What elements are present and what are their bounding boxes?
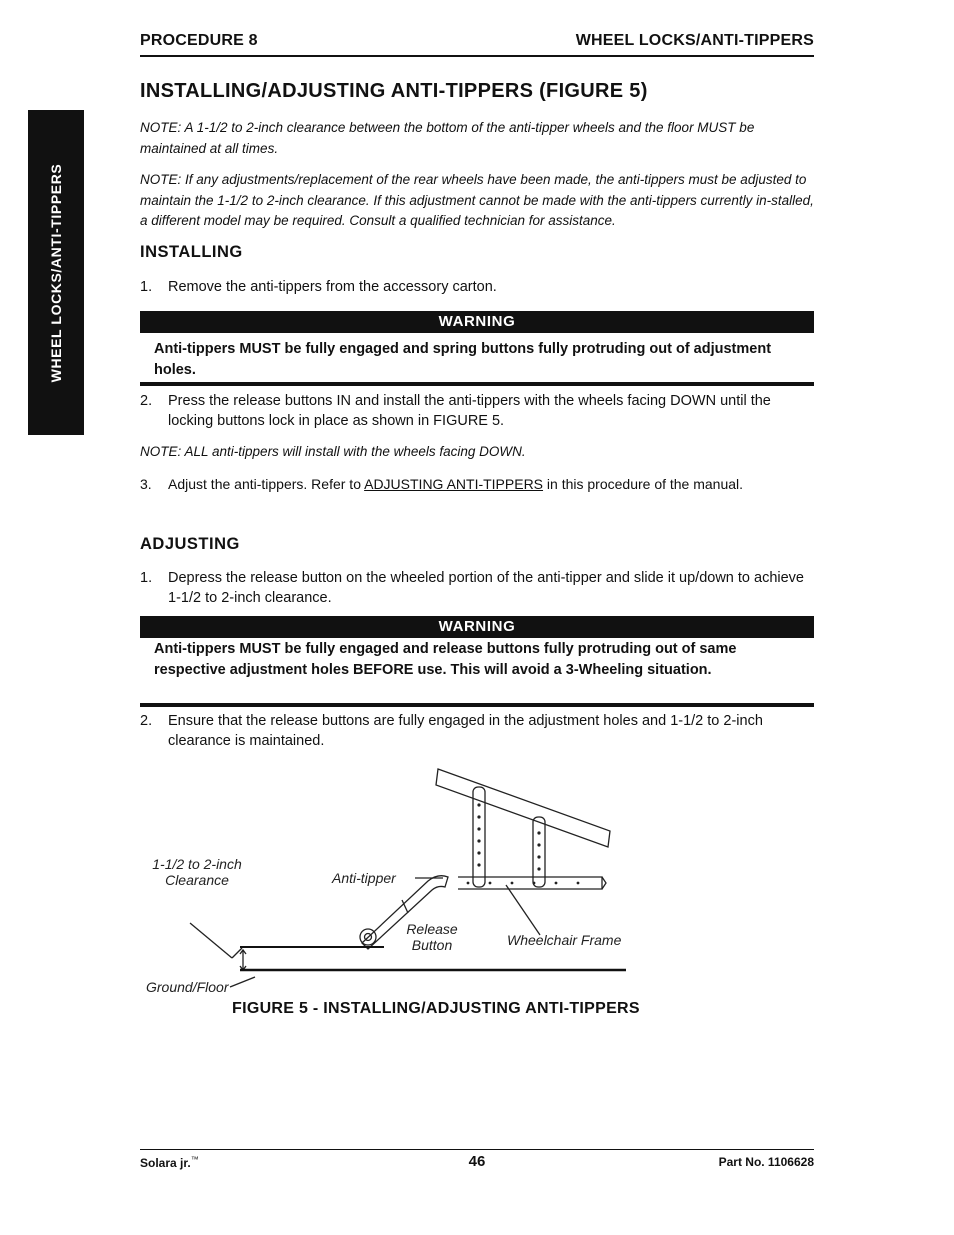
warning-banner: WARNING: [140, 311, 814, 333]
label-anti-tipper: Anti-tipper: [332, 870, 396, 886]
adjusting-heading: ADJUSTING: [140, 535, 240, 553]
warning-banner: WARNING: [140, 616, 814, 638]
note-adjustment: NOTE: If any adjustments/replacement of the rear wheels have been made, the anti-tippers must be adjusted to maintain the 1-1/2 to 2-inch clearance. If this adjustment cannot be made with the anti-tippers currently in-stalled, a different model may be required. Consult a qualified technician for assistance.: [140, 172, 814, 228]
footer-trademark: ™: [190, 1155, 199, 1164]
installing-heading: INSTALLING: [140, 243, 243, 261]
label-wheelchair-frame: Wheelchair Frame: [507, 932, 622, 948]
figure-caption: FIGURE 5 - INSTALLING/ADJUSTING ANTI-TIPPERS: [232, 1000, 640, 1017]
section-label: WHEEL LOCKS/ANTI-TIPPERS: [575, 32, 814, 49]
warning-rule: [140, 382, 814, 386]
footer-rule: [140, 1149, 814, 1150]
installing-step-1: [140, 277, 814, 297]
note-facing-down: NOTE: ALL anti-tippers will install with the wheels facing DOWN.: [140, 444, 526, 459]
label-clearance-line1: 1-1/2 to 2-inch: [152, 856, 242, 872]
label-ground-floor: Ground/Floor: [146, 979, 229, 995]
frame-leader: [506, 885, 540, 935]
adjusting-step-1: [140, 568, 814, 608]
warning-rule: [140, 703, 814, 707]
step-number: 1.: [140, 279, 153, 295]
step-number: 3.: [140, 476, 152, 492]
procedure-label: PROCEDURE 8: [140, 32, 258, 49]
page-number: 46: [468, 1153, 486, 1170]
label-clearance: [147, 856, 247, 888]
side-tab-label: WHEEL LOCKS/ANTI-TIPPERS: [48, 163, 64, 382]
installing-step-3: [140, 474, 814, 494]
label-clearance-line2: Clearance: [165, 872, 229, 888]
warning-text: Anti-tippers MUST be fully engaged and spring buttons fully protruding out of adjustment holes.: [154, 341, 772, 378]
step-text: Depress the release button on the wheeled portion of the anti-tipper and slide it up/down to achieve 1-1/2 to 2-inch clearance.: [168, 570, 804, 606]
installing-step-2: [140, 391, 814, 431]
label-release-line2: Button: [411, 937, 453, 953]
step-text-pre: Adjust the anti-tippers. Refer to: [168, 476, 365, 492]
label-release-line1: Release: [406, 921, 458, 937]
footer-part-number: Part No. 1106628: [718, 1155, 814, 1169]
step-text: Press the release buttons IN and install the anti-tippers with the wheels facing DOWN until the locking buttons lock in place as shown in FIGURE 5.: [168, 393, 771, 429]
warning-text: Anti-tippers MUST be fully engaged and release buttons fully protruding out of same respective adjustment holes BEFORE use. This will avoid a 3-Wheeling situation.: [154, 641, 737, 678]
header-rule: [140, 55, 814, 57]
page-title: INSTALLING/ADJUSTING ANTI-TIPPERS (FIGURE 5): [140, 80, 648, 102]
label-release-button: [402, 921, 462, 953]
step-number: 1.: [140, 570, 153, 586]
side-tab: [28, 110, 84, 435]
step-number: 2.: [140, 713, 153, 729]
adjusting-step-2: [140, 711, 814, 751]
footer-product-name: Solara jr.: [140, 1156, 191, 1170]
step-text-post: in this procedure of the manual.: [543, 476, 744, 492]
step-text: [168, 474, 814, 494]
step-text: Ensure that the release buttons are fully engaged in the adjustment holes and 1-1/2 to 2-inch clearance is maintained.: [168, 713, 763, 749]
note-clearance: NOTE: A 1-1/2 to 2-inch clearance between the bottom of the anti-tipper wheels and the floor MUST be maintained at all times.: [140, 120, 755, 156]
frame-tube: [436, 769, 610, 847]
adjusting-link[interactable]: ADJUSTING ANTI-TIPPERS: [364, 476, 544, 492]
step-number: 2.: [140, 393, 153, 409]
step-text: Remove the anti-tippers from the accessory carton.: [168, 279, 497, 295]
